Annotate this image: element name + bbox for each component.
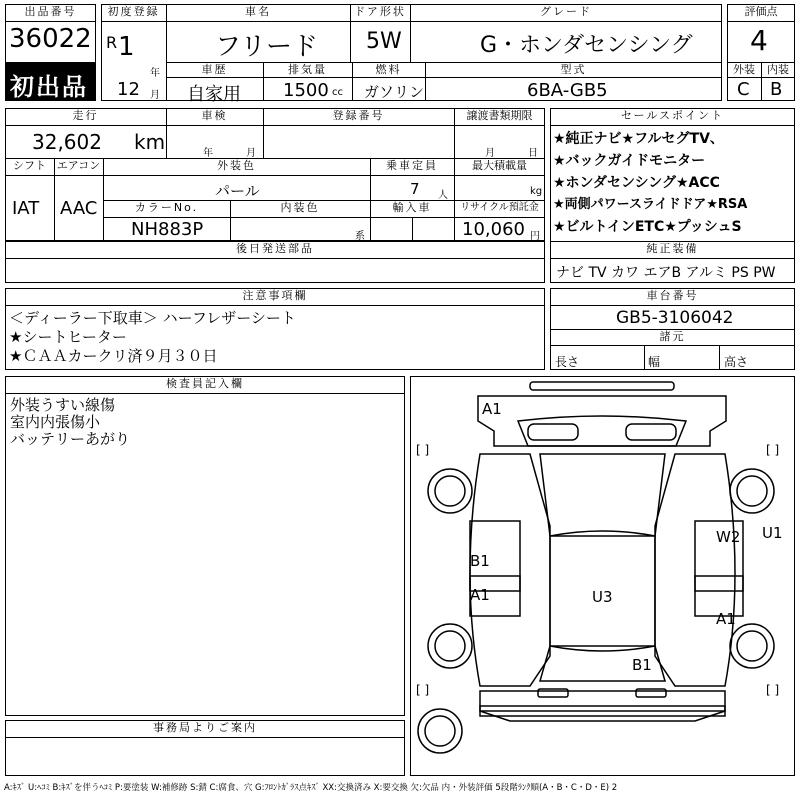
sales-point: ★ビルトインETC★プッシュS bbox=[553, 219, 742, 235]
capacity-value: 7 bbox=[410, 180, 420, 198]
note-line: ＜ディーラー下取車＞ ハーフレザーシート bbox=[9, 309, 296, 327]
recycle-unit: 円 bbox=[530, 231, 540, 242]
hline bbox=[5, 258, 545, 259]
ext-color-label: 外装色 bbox=[217, 159, 256, 172]
inspector-label: 検査員記入欄 bbox=[166, 377, 244, 390]
damage-mark-a1-top: A1 bbox=[482, 400, 502, 418]
damage-mark-a1-left: A1 bbox=[470, 586, 490, 604]
chassis-number: GB5-3106042 bbox=[616, 308, 734, 328]
hline bbox=[103, 217, 545, 218]
later-parts-label: 後日発送部品 bbox=[236, 242, 314, 255]
inspection-year: 年 bbox=[203, 148, 213, 159]
era: R bbox=[106, 33, 118, 52]
score-value: 4 bbox=[750, 24, 768, 57]
inspection-label: 車検 bbox=[201, 109, 228, 122]
sales-point: ★ホンダセンシング★ACC bbox=[553, 175, 720, 191]
hline bbox=[5, 393, 405, 394]
displacement-label: 排気量 bbox=[288, 63, 327, 76]
recycle-label: リサイクル預託金 bbox=[460, 202, 539, 213]
equipment-value: ナビ TV カワ エアB アルミ PS PW bbox=[556, 265, 776, 281]
fuel-label: 燃料 bbox=[375, 63, 402, 76]
chassis-label: 車台番号 bbox=[646, 289, 699, 302]
car-diagram bbox=[410, 376, 795, 776]
int-color-unit: 系 bbox=[355, 231, 365, 242]
color-no-label: カラーNo. bbox=[134, 201, 199, 214]
reg-month: 12 bbox=[117, 79, 140, 100]
ext-color-value: パール bbox=[215, 182, 260, 200]
note-line: ★ＣＡＡカークリ済９月３０日 bbox=[9, 347, 218, 365]
mileage-value: 32,602 bbox=[32, 130, 102, 154]
svg-text:[ ]: [ ] bbox=[766, 683, 780, 697]
damage-mark-w2-right: W2 bbox=[716, 528, 741, 546]
grade-label: グレード bbox=[540, 5, 592, 18]
mileage-label: 走行 bbox=[72, 109, 99, 122]
color-no-value: NH883P bbox=[131, 219, 204, 240]
damage-mark-u3-roof: U3 bbox=[592, 588, 613, 606]
first-reg-label: 初度登録 bbox=[107, 5, 160, 18]
car-name-label: 車名 bbox=[245, 5, 271, 18]
sales-point: ★両側パワースライドドア★RSA bbox=[553, 197, 748, 212]
vline bbox=[412, 217, 413, 241]
specs-label: 諸元 bbox=[659, 330, 686, 343]
hline bbox=[550, 125, 795, 126]
exterior-label: 外装 bbox=[733, 63, 755, 76]
transfer-month: 月 bbox=[485, 148, 495, 159]
exterior-value: C bbox=[737, 79, 750, 100]
first-listing-text: 初出品 bbox=[10, 73, 88, 101]
inspection-month: 月 bbox=[246, 148, 256, 159]
history-label: 車歴 bbox=[201, 63, 228, 76]
displacement-value: 1500 bbox=[283, 80, 329, 101]
vline bbox=[166, 4, 167, 101]
shift-value: IAT bbox=[12, 198, 40, 219]
shift-label: シフト bbox=[13, 159, 46, 172]
hline bbox=[5, 175, 545, 176]
capacity-label: 乗車定員 bbox=[386, 159, 438, 172]
length-label: 長さ bbox=[555, 355, 580, 369]
reg-no-label: 登録番号 bbox=[332, 109, 385, 122]
inspector-line: 室内内張傷小 bbox=[10, 413, 101, 431]
recycle-value: 10,060 bbox=[462, 219, 525, 240]
hline bbox=[727, 21, 795, 22]
hline bbox=[5, 737, 405, 738]
max-load-label: 最大積載量 bbox=[472, 159, 527, 172]
equipment-label: 純正装備 bbox=[646, 242, 699, 255]
max-load-unit: kg bbox=[530, 186, 543, 197]
sales-point: ★バックガイドモニター bbox=[553, 153, 706, 169]
model-label: 型式 bbox=[560, 63, 587, 76]
model-value: 6BA-GB5 bbox=[527, 80, 608, 101]
grade-value: G・ホンダセンシング bbox=[480, 33, 693, 58]
width-label: 幅 bbox=[648, 355, 661, 369]
hline bbox=[550, 258, 795, 259]
damage-mark-u1-right: U1 bbox=[762, 524, 783, 542]
note-line: ★シートヒーター bbox=[9, 328, 127, 346]
reg-year: 1 bbox=[118, 32, 135, 62]
hline bbox=[550, 305, 795, 306]
ac-label: エアコン bbox=[56, 159, 101, 172]
car-name: フリード bbox=[215, 32, 318, 62]
office-label: 事務局よりご案内 bbox=[153, 721, 257, 734]
sales-points-list bbox=[553, 128, 793, 238]
lot-number-label: 出品番号 bbox=[24, 5, 77, 18]
svg-text:[ ]: [ ] bbox=[416, 443, 430, 457]
damage-mark-a1-right: A1 bbox=[716, 610, 736, 628]
legend-text: A:ｷｽﾞ U:ﾍｺﾐ B:ｷｽﾞを伴うﾍｺﾐ P:要塗装 W:補修跡 S:錆 C:腐食、穴 G:ﾌﾛﾝﾄｶﾞﾗｽ点ｷｽﾞ XX:交換済み X:要交換 欠:欠品 内・外装評価 5段階ﾗﾝｸ順(A・B・C・D・E) 2 bbox=[4, 783, 618, 793]
sales-point: ★純正ナビ★フルセグTV、 bbox=[553, 131, 724, 147]
door-value: 5W bbox=[366, 29, 402, 54]
sales-points-label: セールスポイント bbox=[620, 109, 724, 122]
inspector-line: 外装うすい線傷 bbox=[10, 396, 116, 414]
hline bbox=[166, 77, 722, 78]
hline bbox=[101, 21, 722, 22]
history-value: 自家用 bbox=[187, 84, 241, 105]
svg-text:[ ]: [ ] bbox=[416, 683, 430, 697]
height-label: 高さ bbox=[724, 355, 749, 369]
damage-mark-b1-rear: B1 bbox=[632, 656, 652, 674]
int-color-label: 内装色 bbox=[280, 201, 320, 214]
hline bbox=[550, 345, 795, 346]
lot-number: 36022 bbox=[9, 24, 92, 54]
year-unit: 年 bbox=[150, 68, 160, 79]
door-label: ドア形状 bbox=[354, 5, 406, 18]
capacity-unit: 人 bbox=[438, 190, 448, 201]
transfer-label: 譲渡書類期限 bbox=[466, 109, 533, 122]
hline bbox=[5, 305, 545, 306]
notes-label: 注意事項欄 bbox=[242, 289, 308, 302]
transfer-day: 日 bbox=[528, 148, 538, 159]
score-label: 評価点 bbox=[744, 5, 778, 18]
vline bbox=[644, 345, 645, 370]
import-label: 輸入車 bbox=[392, 201, 432, 214]
hline bbox=[5, 125, 545, 126]
inspector-line: バッテリーあがり bbox=[10, 430, 131, 448]
month-unit: 月 bbox=[150, 90, 160, 101]
interior-label: 内装 bbox=[767, 63, 789, 76]
mileage-unit: km bbox=[134, 130, 166, 154]
svg-text:[ ]: [ ] bbox=[766, 443, 780, 457]
ac-value: AAC bbox=[60, 198, 98, 219]
fuel-value: ガソリン bbox=[364, 83, 425, 101]
displacement-unit: cc bbox=[332, 87, 343, 98]
interior-value: B bbox=[770, 79, 783, 100]
damage-mark-b1-left: B1 bbox=[470, 552, 490, 570]
vline bbox=[719, 345, 720, 370]
